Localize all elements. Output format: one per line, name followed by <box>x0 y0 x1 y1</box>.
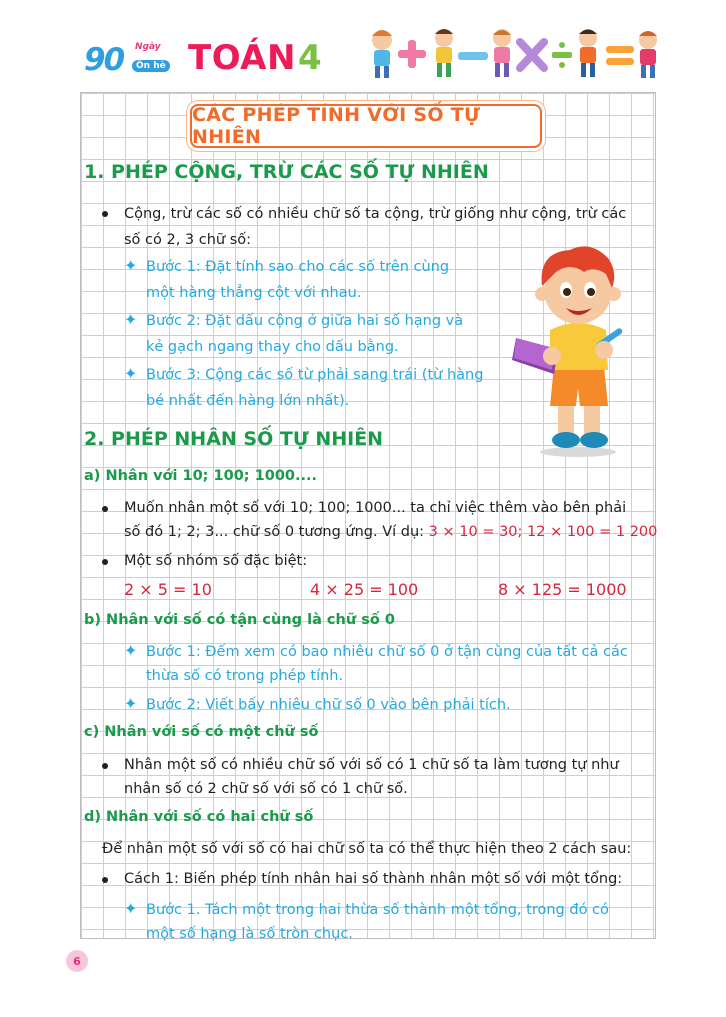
section1-step1-line2: một hàng thẳng cột với nhau. <box>146 285 362 301</box>
logo-badge: Ôn hè <box>132 60 170 72</box>
section1-heading: 1. PHÉP CỘNG, TRỪ CÁC SỐ TỰ NHIÊN <box>84 161 489 183</box>
bullet-dot <box>102 211 108 217</box>
bullet-dot <box>102 763 108 769</box>
subsection-a-line2-text: số đó 1; 2; 3... chữ số 0 tương ứng. Ví dụ: <box>124 524 429 540</box>
subsection-c-heading: c) Nhân với số có một chữ số <box>84 724 319 740</box>
bullet-dot <box>102 877 108 883</box>
section1-step2-line1: Bước 2: Đặt dấu cộng ở giữa hai số hạng và <box>146 313 464 329</box>
book-grade: 4 <box>298 38 322 78</box>
subsection-a-line2 <box>124 520 657 545</box>
bullet-dot <box>102 506 108 512</box>
book-title: TOÁN <box>188 38 296 78</box>
section1-step3-line1: Bước 3: Cộng các số từ phải sang trái (từ hàng <box>146 367 484 383</box>
subsection-c-line1: Nhân một số có nhiều chữ số với số có 1 chữ số ta làm tương tự như <box>124 757 619 773</box>
star-icon: ✦ <box>124 641 138 660</box>
special-example-2: 4 × 25 = 100 <box>310 580 419 599</box>
boy-reading-illustration <box>508 238 648 458</box>
logo-number: 90 <box>84 42 124 78</box>
page-number: 6 <box>66 950 88 972</box>
section1-step3-line2: bé nhất đến hàng lớn nhất). <box>146 393 350 409</box>
section2-heading: 2. PHÉP NHÂN SỐ TỰ NHIÊN <box>84 428 384 450</box>
subsection-b-step1-line1: Bước 1: Đếm xem có bao nhiêu chữ số 0 ở tận cùng của tất cả các <box>146 644 628 660</box>
star-icon: ✦ <box>124 310 138 329</box>
subsection-a-example: 3 × 10 = 30; 12 × 100 = 1 200 <box>428 524 658 540</box>
section1-bullet-line1: Cộng, trừ các số có nhiều chữ số ta cộng, trừ giống như cộng, trừ các <box>124 206 627 222</box>
subsection-d-heading: d) Nhân với số có hai chữ số <box>84 809 314 825</box>
subsection-d-method1: Cách 1: Biến phép tính nhân hai số thành nhân một số với một tổng: <box>124 871 623 887</box>
subsection-a-special-groups: Một số nhóm số đặc biệt: <box>124 553 308 569</box>
subsection-b-heading: b) Nhân với số có tận cùng là chữ số 0 <box>84 612 395 628</box>
lesson-title: CÁC PHÉP TÍNH VỚI SỐ TỰ NHIÊN <box>190 104 542 148</box>
special-example-3: 8 × 125 = 1000 <box>498 580 627 599</box>
special-example-1: 2 × 5 = 10 <box>124 580 212 599</box>
subsection-a-line1: Muốn nhân một số với 10; 100; 1000... ta chỉ việc thêm vào bên phải <box>124 500 627 516</box>
bullet-dot <box>102 559 108 565</box>
star-icon: ✦ <box>124 694 138 713</box>
section1-bullet-line2: số có 2, 3 chữ số: <box>124 232 252 248</box>
subsection-a-heading: a) Nhân với 10; 100; 1000.... <box>84 468 318 484</box>
subsection-b-step2: Bước 2: Viết bấy nhiêu chữ số 0 vào bên phải tích. <box>146 697 511 713</box>
section1-step1-line1: Bước 1: Đặt tính sao cho các số trên cùng <box>146 259 450 275</box>
subsection-b-step1-line2: thừa số có trong phép tính. <box>146 668 344 684</box>
star-icon: ✦ <box>124 364 138 383</box>
section1-step2-line2: kẻ gạch ngang thay cho dấu bằng. <box>146 339 399 355</box>
subsection-d-step1-line1: Bước 1. Tách một trong hai thừa số thành một tổng, trong đó có <box>146 902 609 918</box>
subsection-c-line2: nhân số có 2 chữ số với số có 1 chữ số. <box>124 781 408 797</box>
star-icon: ✦ <box>124 256 138 275</box>
subsection-d-step1-line2: một số hạng là số tròn chục. <box>146 926 353 942</box>
subsection-d-intro: Để nhân một số với số có hai chữ số ta có thể thực hiện theo 2 cách sau: <box>102 841 632 857</box>
logo-ngay: Ngày <box>135 42 161 52</box>
star-icon: ✦ <box>124 899 138 918</box>
